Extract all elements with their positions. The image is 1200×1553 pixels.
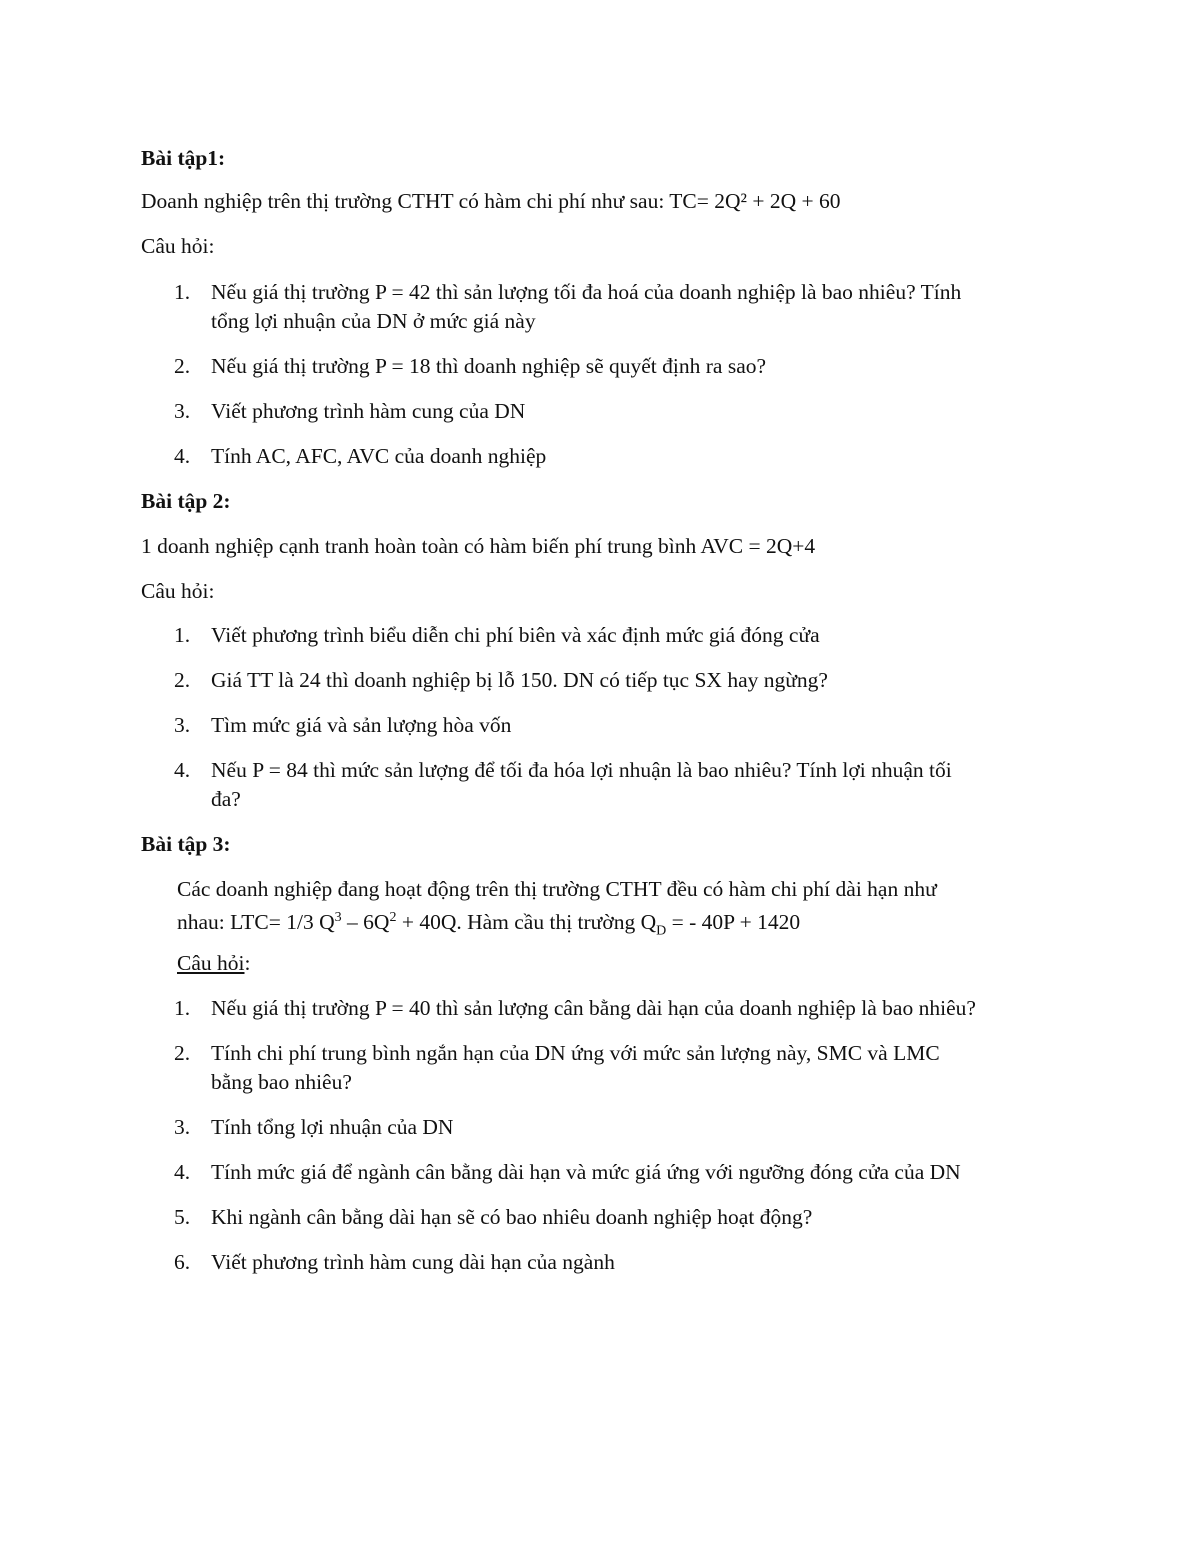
ex2-q4-line1: Nếu P = 84 thì mức sản lượng để tối đa hóa lợi nhuận là bao nhiêu? Tính lợi nhuận tối [211, 758, 952, 782]
ex3-q3-number: 3. [174, 1115, 191, 1139]
ex3-q5-line1: Khi ngành cân bằng dài hạn sẽ có bao nhiêu doanh nghiệp hoạt động? [211, 1205, 813, 1229]
ex3-q2-line1: Tính chi phí trung bình ngắn hạn của DN ứng với mức sản lượng này, SMC và LMC [211, 1041, 940, 1065]
ex1-question-label: Câu hỏi: [141, 234, 215, 258]
ex3-q1-number: 1. [174, 996, 191, 1020]
ex3-q6-line1: Viết phương trình hàm cung dài hạn của ngành [211, 1250, 615, 1274]
ex3-intro-line1: Các doanh nghiệp đang hoạt động trên thị trường CTHT đều có hàm chi phí dài hạn như [177, 877, 937, 901]
ex1-q3-line1: Viết phương trình hàm cung của DN [211, 399, 526, 423]
ex2-q1-number: 1. [174, 623, 191, 647]
ex3-heading: Bài tập 3: [141, 832, 231, 856]
ex1-q2-line1: Nếu giá thị trường P = 18 thì doanh nghiệp sẽ quyết định ra sao? [211, 354, 767, 378]
ex3-question-label: Câu hỏi: [177, 951, 251, 975]
ex2-intro: 1 doanh nghiệp cạnh tranh hoàn toàn có hàm biến phí trung bình AVC = 2Q+4 [141, 534, 816, 558]
ex3-q2-line2: bằng bao nhiêu? [211, 1070, 352, 1094]
ex1-heading: Bài tập1: [141, 146, 226, 170]
ex3-q1-line1: Nếu giá thị trường P = 40 thì sản lượng cân bằng dài hạn của doanh nghiệp là bao nhiêu? [211, 996, 976, 1020]
ex3-q4-line1: Tính mức giá để ngành cân bằng dài hạn và mức giá ứng với ngưỡng đóng cửa của DN [211, 1160, 961, 1184]
ex3-q6-number: 6. [174, 1250, 191, 1274]
ex2-q2-number: 2. [174, 668, 191, 692]
ex1-q3-number: 3. [174, 399, 191, 423]
ex1-q2-number: 2. [174, 354, 191, 378]
ex1-intro: Doanh nghiệp trên thị trường CTHT có hàm chi phí như sau: TC= 2Q² + 2Q + 60 [141, 189, 841, 213]
ex2-question-label: Câu hỏi: [141, 579, 215, 603]
ex1-q4-number: 4. [174, 444, 191, 468]
ex3-intro-line2: nhau: LTC= 1/3 $Q^3 - 6Q^2 + 40Q$. Hàm cầu thị trường $Q_D$ = - 40P + 1420 [177, 910, 801, 939]
ex2-q3-number: 3. [174, 713, 191, 737]
ex2-q3-line1: Tìm mức giá và sản lượng hòa vốn [211, 713, 512, 737]
ex1-q1-number: 1. [174, 280, 191, 304]
ex1-q1-line2: tổng lợi nhuận của DN ở mức giá này [211, 309, 536, 333]
ex1-q4-line1: Tính AC, AFC, AVC của doanh nghiệp [211, 444, 547, 468]
ex2-q4-line2: đa? [211, 787, 241, 811]
ex2-q4-number: 4. [174, 758, 191, 782]
ex2-q2-line1: Giá TT là 24 thì doanh nghiệp bị lỗ 150. DN có tiếp tục SX hay ngừng? [211, 668, 828, 692]
ex1-q1-line1: Nếu giá thị trường P = 42 thì sản lượng tối đa hoá của doanh nghiệp là bao nhiêu? Tính [211, 280, 962, 304]
ex2-q1-line1: Viết phương trình biểu diễn chi phí biên và xác định mức giá đóng cửa [211, 623, 820, 647]
ex3-q4-number: 4. [174, 1160, 191, 1184]
ex3-q3-line1: Tính tổng lợi nhuận của DN [211, 1115, 454, 1139]
ex3-q2-number: 2. [174, 1041, 191, 1065]
ex2-heading: Bài tập 2: [141, 489, 231, 513]
ex3-q5-number: 5. [174, 1205, 191, 1229]
